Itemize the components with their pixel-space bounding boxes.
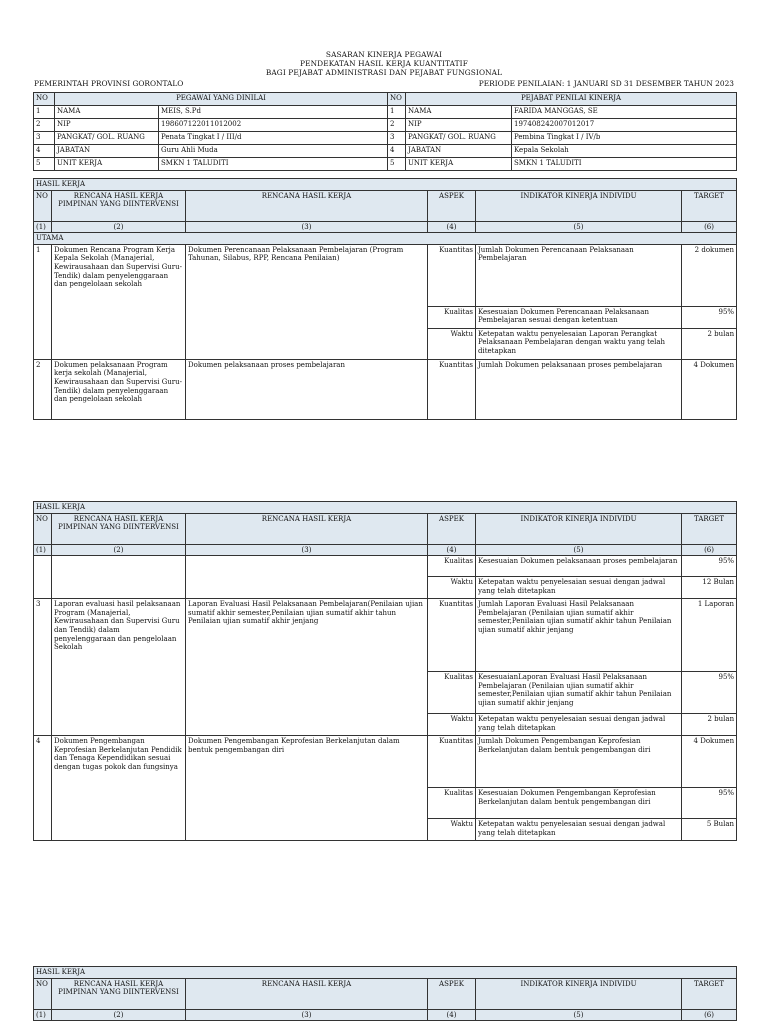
indikator: Jumlah Dokumen Pengembangan Keprofesian Berkelanjutan dalam bentuk pengembangan diri: [476, 736, 682, 788]
target: 1 Laporan: [682, 599, 737, 672]
target: 12 Bulan: [682, 577, 737, 599]
identity-row: [34, 158, 737, 171]
identity-table: [33, 92, 737, 171]
table-row: [34, 359, 737, 419]
indikator: Ketepatan waktu penyelesaian sesuai dengan jadwal yang telah ditetapkan: [476, 577, 682, 599]
col-index: (3): [186, 544, 428, 556]
item-no: 1: [34, 244, 52, 359]
section-title: HASIL KERJA: [34, 179, 737, 191]
col-rencana-pimpinan: RENCANA HASIL KERJA PIMPINAN YANG DIINTERVENSI: [52, 513, 186, 544]
item-pimpinan-empty: [52, 556, 186, 599]
section-title: HASIL KERJA: [34, 967, 737, 979]
hasil-kerja-table-2: [33, 501, 737, 841]
col-index: (2): [52, 221, 186, 233]
col-rencana: RENCANA HASIL KERJA: [186, 513, 428, 544]
aspek-label: Waktu: [428, 819, 476, 841]
title-line-3: BAGI PEJABAT ADMINISTRASI DAN PEJABAT FUNGSIONAL: [265, 68, 503, 78]
identity-row: [34, 132, 737, 145]
col-index: (1): [34, 1009, 52, 1021]
item-pimpinan: Laporan evaluasi hasil pelaksanaan Program (Manajerial, Kewirausahaan dan Supervisi Guru dan Tendik) dalam penyelenggaraan dan pengelolaan Sekolah: [52, 599, 186, 736]
hasil-kerja-table-1: [33, 178, 737, 420]
id-no-header: NO: [34, 93, 55, 106]
row-label: NIP: [55, 119, 159, 132]
identity-row: [34, 119, 737, 132]
target: 95%: [682, 306, 737, 328]
row-no: 1: [388, 106, 406, 119]
aspek-label: Kualitas: [428, 788, 476, 819]
aspek-label: Kualitas: [428, 306, 476, 328]
section-title: HASIL KERJA: [34, 502, 737, 514]
penilai-jabatan: Kepala Sekolah: [512, 145, 737, 158]
row-no: 1: [34, 106, 55, 119]
col-index: (1): [34, 221, 52, 233]
col-index: (3): [186, 221, 428, 233]
col-index: (2): [52, 1009, 186, 1021]
col-target: TARGET: [682, 978, 737, 1009]
col-indikator: INDIKATOR KINERJA INDIVIDU: [476, 513, 682, 544]
identity-row: [34, 145, 737, 158]
row-label: NAMA: [55, 106, 159, 119]
target: 2 dokumen: [682, 244, 737, 306]
col-index: (6): [682, 544, 737, 556]
identity-row: [34, 106, 737, 119]
row-label: JABATAN: [406, 145, 512, 158]
row-label: PANGKAT/ GOL. RUANG: [55, 132, 159, 145]
aspek-label: Kuantitas: [428, 736, 476, 788]
pegawai-nama: MEIS, S.Pd: [159, 106, 388, 119]
target: 2 bulan: [682, 714, 737, 736]
item-pimpinan: Dokumen Pengembangan Keprofesian Berkelanjutan Pendidik dan Tenaga Kependidikan sesuai dengan tugas pokok dan fungsinya: [52, 736, 186, 841]
col-index: (5): [476, 544, 682, 556]
row-no: 2: [388, 119, 406, 132]
aspek-label: Waktu: [428, 577, 476, 599]
item-rencana-empty: [186, 556, 428, 599]
indikator: Kesesuaian Dokumen Pengembangan Keprofesian Berkelanjutan dalam bentuk pengembangan diri: [476, 788, 682, 819]
row-no: 5: [388, 158, 406, 171]
id-no-header-2: NO: [388, 93, 406, 106]
row-label: UNIT KERJA: [55, 158, 159, 171]
penilai-header: PEJABAT PENILAI KINERJA: [406, 93, 737, 106]
row-no: 4: [388, 145, 406, 158]
indikator: Jumlah Dokumen pelaksanaan proses pembelajaran: [476, 359, 682, 419]
penilai-nama: FARIDA MANGGAS, SE: [512, 106, 737, 119]
target: 95%: [682, 788, 737, 819]
col-index: (3): [186, 1009, 428, 1021]
row-no: 3: [388, 132, 406, 145]
table-row: [34, 736, 737, 788]
table-row: [34, 599, 737, 672]
col-index: (5): [476, 221, 682, 233]
col-index: (6): [682, 1009, 737, 1021]
indikator: Kesesuaian Dokumen pelaksanaan proses pembelajaran: [476, 556, 682, 577]
col-rencana: RENCANA HASIL KERJA: [186, 978, 428, 1009]
item-pimpinan: Dokumen Rencana Program Kerja Kepala Sekolah (Manajerial, Kewirausahaan dan Supervisi Guru-Tendik) dalam penyelenggaraan dan pengelolaan sekolah: [52, 244, 186, 359]
pegawai-jabatan: Guru Ahli Muda: [159, 145, 388, 158]
item-no: 3: [34, 599, 52, 736]
col-target: TARGET: [682, 513, 737, 544]
target: 5 Bulan: [682, 819, 737, 841]
col-rencana-pimpinan: RENCANA HASIL KERJA PIMPINAN YANG DIINTERVENSI: [52, 978, 186, 1009]
target: 4 Dokumen: [682, 736, 737, 788]
penilai-nip: 197408242007012017: [512, 119, 737, 132]
penilai-unit: SMKN 1 TALUDITI: [512, 158, 737, 171]
row-no: 2: [34, 119, 55, 132]
row-no: 5: [34, 158, 55, 171]
title-line-2: PENDEKATAN HASIL KERJA KUANTITATIF: [300, 59, 468, 69]
col-index: (4): [428, 221, 476, 233]
col-rencana: RENCANA HASIL KERJA: [186, 190, 428, 221]
indikator: Ketepatan waktu penyelesaian Laporan Perangkat Pelaksanaan Pembelajaran dengan waktu yang telah ditetapkan: [476, 328, 682, 359]
item-rencana: Dokumen pelaksanaan proses pembelajaran: [186, 359, 428, 419]
aspek-label: Kuantitas: [428, 359, 476, 419]
col-aspek: ASPEK: [428, 190, 476, 221]
pegawai-header: PEGAWAI YANG DINILAI: [55, 93, 388, 106]
aspek-label: Kuantitas: [428, 599, 476, 672]
title-line-1: SASARAN KINERJA PEGAWAI: [325, 50, 443, 59]
item-no: 2: [34, 359, 52, 419]
aspek-label: Kuantitas: [428, 244, 476, 306]
indikator: KesesuaianLaporan Evaluasi Hasil Pelaksanaan Pembelajaran (Penilaian ujian sumatif akhir semester,Penilaian ujian sumatif akhir tahun Penilaian ujian sumatif akhir jenjang: [476, 672, 682, 714]
col-index: (5): [476, 1009, 682, 1021]
item-no-empty: [34, 556, 52, 599]
col-index: (2): [52, 544, 186, 556]
col-index: (6): [682, 221, 737, 233]
item-no: 4: [34, 736, 52, 841]
indikator: Jumlah Laporan Evaluasi Hasil Pelaksanaan Pembelajaran (Penilaian ujian sumatif akhir semester,Penilaian ujian sumatif akhir tahun Penilaian ujian sumatif akhir jenjang: [476, 599, 682, 672]
table-row: [34, 244, 737, 306]
pegawai-pangkat: Penata Tingkat I / III/d: [159, 132, 388, 145]
row-label: NIP: [406, 119, 512, 132]
indikator: Ketepatan waktu penyelesaian sesuai dengan jadwal yang telah ditetapkan: [476, 714, 682, 736]
col-no: NO: [34, 190, 52, 221]
utama-label: UTAMA: [34, 233, 737, 245]
row-no: 3: [34, 132, 55, 145]
document-header: [0, 50, 768, 78]
item-rencana: Dokumen Perencanaan Pelaksanaan Pembelajaran (Program Tahunan, Silabus, RPP, Rencana Penilaian): [186, 244, 428, 359]
indikator: Jumlah Dokumen Perencanaan Pelaksanaan Pembelajaran: [476, 244, 682, 306]
col-index: (4): [428, 1009, 476, 1021]
aspek-label: Waktu: [428, 714, 476, 736]
periode-label: PERIODE PENILAIAN: 1 JANUARI SD 31 DESEMBER TAHUN 2023: [478, 79, 734, 88]
col-indikator: INDIKATOR KINERJA INDIVIDU: [476, 978, 682, 1009]
row-label: NAMA: [406, 106, 512, 119]
col-rencana-pimpinan: RENCANA HASIL KERJA PIMPINAN YANG DIINTERVENSI: [52, 190, 186, 221]
item-rencana: Dokumen Pengembangan Keprofesian Berkelanjutan dalam bentuk pengembangan diri: [186, 736, 428, 841]
penilai-pangkat: Pembina Tingkat I / IV/b: [512, 132, 737, 145]
target: 95%: [682, 672, 737, 714]
row-no: 4: [34, 145, 55, 158]
col-no: NO: [34, 978, 52, 1009]
aspek-label: Kualitas: [428, 672, 476, 714]
pegawai-unit: SMKN 1 TALUDITI: [159, 158, 388, 171]
target: 4 Dokumen: [682, 359, 737, 419]
indikator: Kesesuaian Dokumen Perencanaan Pelaksanaan Pembelajaran sesuai dengan ketentuan: [476, 306, 682, 328]
col-index: (1): [34, 544, 52, 556]
item-pimpinan: Dokumen pelaksanaan Program kerja sekolah (Manajerial, Kewirausahaan dan Supervisi Guru-Tendik) dalam penyelenggaraan dan pengelolaan sekolah: [52, 359, 186, 419]
indikator: Ketepatan waktu penyelesaian sesuai dengan jadwal yang telah ditetapkan: [476, 819, 682, 841]
row-label: JABATAN: [55, 145, 159, 158]
pegawai-nip: 198607122011012002: [159, 119, 388, 132]
aspek-label: Kualitas: [428, 556, 476, 577]
instansi-label: PEMERINTAH PROVINSI GORONTALO: [34, 79, 184, 88]
col-target: TARGET: [682, 190, 737, 221]
col-index: (4): [428, 544, 476, 556]
row-label: UNIT KERJA: [406, 158, 512, 171]
target: 2 bulan: [682, 328, 737, 359]
col-aspek: ASPEK: [428, 978, 476, 1009]
col-indikator: INDIKATOR KINERJA INDIVIDU: [476, 190, 682, 221]
row-label: PANGKAT/ GOL. RUANG: [406, 132, 512, 145]
col-no: NO: [34, 513, 52, 544]
table-row: [34, 556, 737, 577]
item-rencana: Laporan Evaluasi Hasil Pelaksanaan Pembelajaran(Penilaian ujian sumatif akhir semester,Penilaian ujian sumatif akhir tahun Penilaian ujian sumatif akhir jenjang: [186, 599, 428, 736]
hasil-kerja-table-3: [33, 966, 737, 1021]
aspek-label: Waktu: [428, 328, 476, 359]
col-aspek: ASPEK: [428, 513, 476, 544]
target: 95%: [682, 556, 737, 577]
